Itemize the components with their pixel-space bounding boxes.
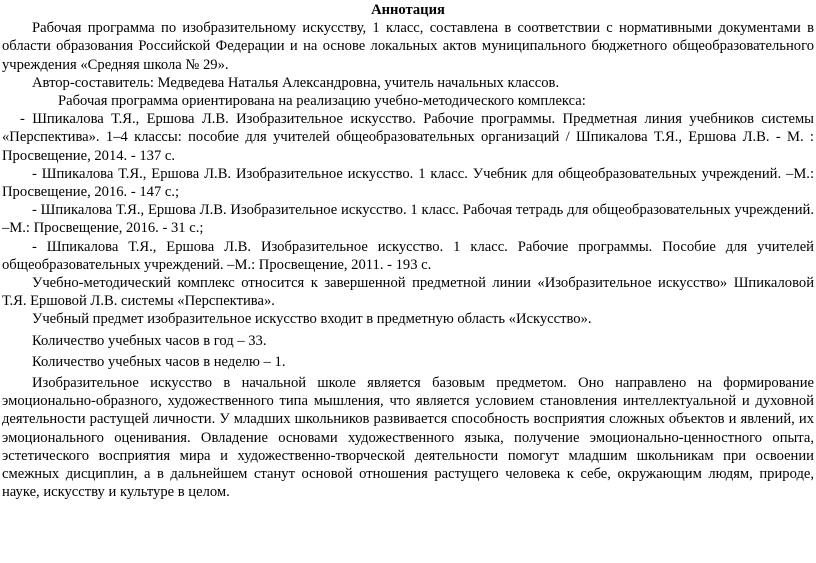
paragraph-umk-intro: Рабочая программа ориентирована на реализацию учебно-методического комплекса: [58,93,586,110]
list-item-book-4: - Шпикалова Т.Я., Ершова Л.В. Изобразительное искусство. 1 класс. Рабочие программы. Пособие для учителей общеобразовательных учреждений. –М.: Просвещение, 2011. - 193 с. [2,238,814,273]
paragraph-umk-line: Учебно-методический комплекс относится к завершенной предметной линии «Изобразительное искусство» Шпикаловой Т.Я. Ершовой Л.В. системы «Перспектива». [2,275,814,310]
paragraph-author: Автор-составитель: Медведева Наталья Александровна, учитель начальных классов. [32,74,560,91]
document-title: Аннотация [371,2,445,18]
paragraph-intro: Рабочая программа по изобразительному искусству, 1 класс, составлена в соответствии с нормативными документами в области образования Российской Федерации и на основе локальных актов муниципального бюджетного общеобразовательного учреждения «Средняя школа № 29». [2,20,814,73]
list-item-book-3: - Шпикалова Т.Я., Ершова Л.В. Изобразительное искусство. 1 класс. Рабочая тетрадь для общеобразовательных учреждений. –М.: Просвещение, 2016. - 31 с.; [2,202,814,237]
list-item-book-1: - Шпикалова Т.Я., Ершова Л.В. Изобразительное искусство. Рабочие программы. Предметная линия учебников системы «Перспектива». 1–4 классы: пособие для учителей общеобразовательных организаций / Шпикалова Т.Я., Ершова Л.В. - М. : Просвещение, 2014. - 137 с. [2,111,814,164]
paragraph-subject-area: Учебный предмет изобразительное искусство входит в предметную область «Искусство». [32,311,592,328]
paragraph-hours-week: Количество учебных часов в неделю – 1. [32,353,286,370]
paragraph-hours-year: Количество учебных часов в год – 33. [32,332,267,349]
paragraph-description: Изобразительное искусство в начальной школе является базовым предметом. Оно направлено на формирование эмоционально-образного, художественного типа мышления, что является условием становления интеллектуальной и духовной деятельности растущей личности. У младших школьников развивается способность восприятия сложных объектов и явлений, их эмоционального оценивания. Овладение основами художественного языка, получение эмоционально-ценностного опыта, эстетического восприятия мира и художественно-творческой деятельности помогут младшим школьникам при освоении смежных дисциплин, а в дальнейшем станут основой отношения растущего человека к себе, окружающим людям, природе, науке, искусству и культуре в целом. [2,375,814,501]
list-item-book-2: - Шпикалова Т.Я., Ершова Л.В. Изобразительное искусство. 1 класс. Учебник для общеобразовательных учреждений. –М.: Просвещение, 2016. - 147 с.; [2,165,814,201]
